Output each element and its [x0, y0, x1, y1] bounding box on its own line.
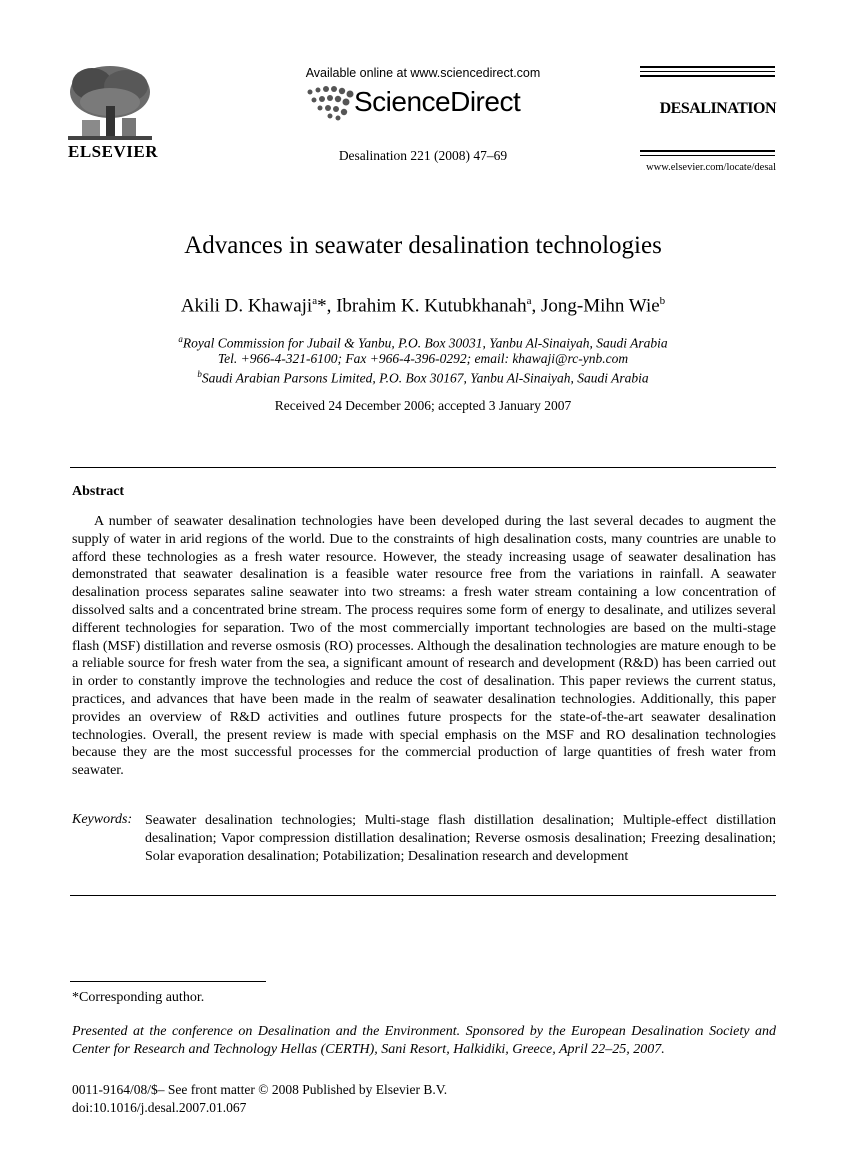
journal-bottom-rules — [640, 150, 775, 159]
sciencedirect-wordmark: ScienceDirect — [354, 86, 521, 117]
footnote-rule — [70, 981, 266, 982]
journal-name: DESALINATION — [659, 100, 776, 117]
journal-citation: Desalination 221 (2008) 47–69 — [338, 148, 508, 163]
affiliation-text: Royal Commission for Jubail & Yanbu, P.O. Box 30031, Yanbu Al-Sinaiyah, Saudi Arabia — [182, 335, 668, 351]
affiliation-contact: Tel. +966-4-321-6100; Fax +966-4-396-0292; email: khawaji@rc-ynb.com — [217, 351, 629, 366]
author-name: Ibrahim K. Kutubkhanah — [336, 295, 527, 317]
received-dates: Received 24 December 2006; accepted 3 January 2007 — [274, 398, 572, 413]
author-affiliation-mark: a — [526, 295, 532, 307]
keywords-label: Keywords: — [72, 812, 133, 827]
doi-link[interactable]: doi:10.1016/j.desal.2007.01.067 — [72, 1100, 247, 1115]
corresponding-mark: * — [317, 295, 327, 317]
author-separator: , — [326, 295, 337, 317]
article-title: Advances in seawater desalination technologies — [184, 232, 662, 259]
abstract-heading: Abstract — [72, 484, 125, 499]
affiliation-a — [0, 334, 846, 352]
journal-top-rules — [640, 66, 775, 80]
affiliation-label: a — [178, 334, 183, 344]
conference-note: Presented at the conference on Desalination and the Environment. Sponsored by the European Desalination Society and Center for Research and Technology Hellas (CERTH), Sani Resort, Halkidiki, Greece, April 22–25, 2007. — [72, 1024, 776, 1057]
issn-copyright: 0011-9164/08/$– See front matter © 2008 Published by Elsevier B.V. — [72, 1082, 448, 1097]
affiliation-b — [0, 369, 846, 387]
keywords-list: Seawater desalination technologies; Multi-stage flash distillation desalination; Multiple-effect distillation desalination; Vapor compression distillation desalination; Reverse osmosis desalination; Freezing desalination; Solar evaporation desalination; Potabilization; Desalination research and development — [145, 813, 776, 864]
author-name: Jong-Mihn Wie — [540, 295, 660, 317]
elsevier-wordmark: ELSEVIER — [68, 142, 158, 161]
affiliation-text: Saudi Arabian Parsons Limited, P.O. Box 30167, Yanbu Al-Sinaiyah, Saudi Arabia — [201, 370, 649, 386]
divider-top — [70, 467, 776, 468]
sciencedirect-dots-icon — [300, 84, 358, 122]
available-online-text: Available online at www.sciencedirect.com — [305, 66, 541, 80]
author-separator: , — [531, 295, 541, 317]
author-list — [0, 295, 846, 317]
author-name: Akili D. Khawaji — [180, 295, 313, 317]
journal-url: www.elsevier.com/locate/desal — [646, 162, 776, 173]
affiliation-label: b — [197, 369, 202, 379]
abstract-body: A number of seawater desalination technologies have been developed during the last several decades to augment the supply of water in arid regions of the world. Due to the constraints of high desalination costs, many countries are unable to afford these technologies as a fresh water resource. However, the steady increasing usage of seawater desalination has demonstrated that seawater desalination is a feasible water resource free from the variations in rainfall. A seawater desalination process separates saline seawater into two streams: a fresh water stream containing a low concentration of dissolved salts and a concentrated brine stream. The process requires some form of energy to desalinate, and utilizes several different technologies for separation. Two of the most commercially important technologies are based on the multi-stage flash (MSF) distillation and reverse osmosis (RO) processes. Although the desalination technologies are mature enough to be a reliable source for fresh water from the sea, a significant amount of research and development (R&D) has been carried out in order to constantly improve the technologies and reduce the cost of desalination. This paper reviews the current status, practices, and advances that have been made in the realm of seawater desalination technologies. Additionally, this paper provides an overview of R&D activities and outlines future prospects for the state-of-the-art seawater desalination technologies. Overall, the present review is made with special emphasis on the MSF and RO desalination technologies because they are the most successful processes for the commercial production of large quantities of fresh water from seawater. — [72, 514, 776, 779]
author-affiliation-mark: b — [659, 295, 666, 307]
author-affiliation-mark: a — [312, 295, 318, 307]
corresponding-author-note: *Corresponding author. — [72, 990, 205, 1005]
divider-bottom — [70, 895, 776, 896]
